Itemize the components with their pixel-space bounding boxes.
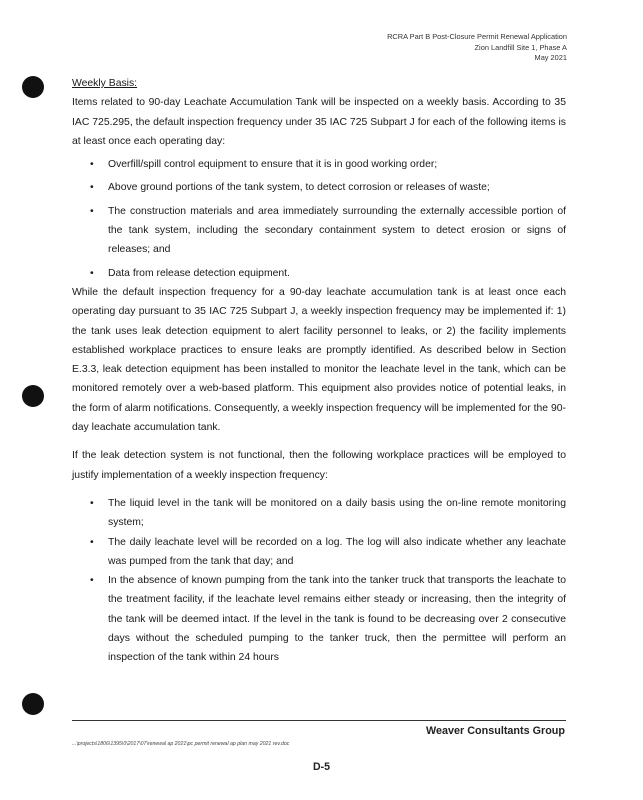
- list-item: • The daily leachate level will be recorded on a log. The log will also indicate whether any leachate was pumped from the tank that day; and: [72, 533, 566, 572]
- list-item: • The construction materials and area immediately surrounding the externally accessible portion of the tank system, including the secondary containment system to detect erosion or signs of releases; and: [72, 202, 566, 260]
- list-item: • The liquid level in the tank will be monitored on a daily basis using the on-line remote monitoring system;: [72, 494, 566, 533]
- workplace-practices-intro: If the leak detection system is not functional, then the following workplace practices will be employed to justify implementation of a weekly inspection frequency:: [72, 450, 566, 481]
- frequency-paragraph: While the default inspection frequency for a 90-day leachate accumulation tank is at least once each operating day pursuant to 35 IAC 725 Subpart J, a weekly inspection frequency may be implemented if: 1) the tank uses leak detection equipment to alert facility personnel to leaks, or 2) the facility implements established workplace practices to ensure leaks are promptly identified. As described below in Section E.3.3, leak detection equipment has been installed to monitor the leachate level in the tank, which can be monitored remotely over a web-based platform. This equipment also provides notice of potential leaks, in the form of alarm notifications. Consequently, a weekly inspection frequency will be implemented for the 90-day leachate accumulation tank.: [72, 286, 566, 434]
- footer-file-path: ...\projects\1806\1395\0\2017\07\renewal ap 2021\pc permit renewal ap plan may 2021 rev.doc: [72, 741, 290, 747]
- document-body: [72, 74, 566, 668]
- workplace-practices-list: [72, 494, 566, 668]
- punch-hole-middle: [22, 385, 44, 407]
- punch-hole-bottom: [22, 693, 44, 715]
- list-item: • Above ground portions of the tank system, to detect corrosion or releases of waste;: [72, 178, 566, 197]
- page-number: D-5: [312, 761, 331, 773]
- footer-company: Weaver Consultants Group: [426, 725, 565, 737]
- list-item: • Overfill/spill control equipment to ensure that it is in good working order;: [72, 155, 566, 174]
- inspection-items-list: [72, 155, 566, 283]
- header-title: RCRA Part B Post-Closure Permit Renewal Application: [387, 32, 567, 41]
- header-site: Zion Landfill Site 1, Phase A: [474, 42, 567, 52]
- list-item: • Data from release detection equipment.: [72, 264, 566, 283]
- running-header: [387, 32, 567, 64]
- intro-paragraph: Items related to 90-day Leachate Accumulation Tank will be inspected on a weekly basis. According to 35 IAC 725.295, the default inspection frequency under 35 IAC 725 Subpart J for each of the following items is at least once each operating day:: [72, 97, 566, 147]
- section-heading: Weekly Basis:: [72, 78, 138, 89]
- header-date: May 2021: [534, 53, 567, 62]
- punch-hole-top: [22, 76, 44, 98]
- footer-divider: [72, 720, 566, 721]
- list-item: • In the absence of known pumping from the tank into the tanker truck that transports the leachate to the treatment facility, if the leachate level remains either steady or increasing, then the integrity of the tank will be deemed intact. If the level in the tank is found to be decreasing over 2 consecutive days without the scheduled pumping to the tanker truck, then the permittee will perform an inspection of the tank within 24 hours: [72, 571, 566, 667]
